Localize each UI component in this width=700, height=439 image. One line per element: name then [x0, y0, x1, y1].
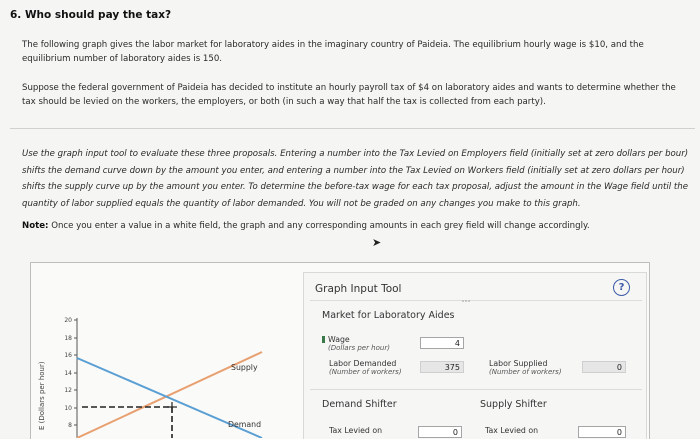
note-text: Once you enter a value in a white field, the graph and any corresponding amounts in each grey field will change accordingly.: [48, 221, 590, 231]
demand-shifter-title: Demand Shifter: [322, 399, 397, 410]
y-tick: 10: [64, 405, 72, 412]
instructions-paragraph: Use the graph input tool to evaluate these three proposals. Entering a number into the Tax Levied on Employers field (initially set at zero dollars per bour) shifts the demand curve down by the amount you enter, and entering a number into the Tax Levied on Workers field (initially set at zero dollars per hour) shifts the supply curve up by the amount you enter. To determine the before-tax wage for each tax proposal, adjust the amount in the Wage field until the quantity of labor supplied equals the quantity of labor demanded. You will not be graded on any changes you make to this graph.: [22, 149, 689, 209]
wage-marker-icon: [322, 336, 325, 343]
intro-paragraph: The following graph gives the labor market for laboratory aides in the imaginary country of Paideia. The equilibrium hourly wage is $10, and the equilibrium number of laboratory aides is 150.: [22, 40, 644, 64]
y-tick: 16: [64, 352, 72, 359]
demand-label: Demand: [228, 420, 262, 429]
tax-workers-input[interactable]: 0: [578, 426, 626, 438]
labor-demanded-label: Labor Demanded (Number of workers): [329, 359, 402, 376]
graph-input-tool: [303, 272, 647, 439]
wage-unit: (Dollars per hour): [328, 344, 390, 352]
labor-supplied-label: Labor Supplied (Number of workers): [489, 359, 562, 376]
equilibrium-point-icon: [167, 402, 177, 412]
labor-demanded-unit: (Number of workers): [329, 368, 402, 376]
supply-label: Supply: [231, 363, 258, 372]
market-title: Market for Laboratory Aides: [322, 310, 455, 321]
tax-employers-input[interactable]: 0: [418, 426, 462, 438]
y-tick: 14: [64, 370, 72, 377]
tax-workers-label: Tax Levied on: [485, 426, 539, 435]
y-tick: 18: [64, 335, 72, 342]
section-divider: [310, 389, 642, 390]
resize-handle-icon[interactable]: [461, 299, 471, 303]
labor-supplied-unit: (Number of workers): [489, 368, 562, 376]
mouse-cursor-icon: ➤: [372, 236, 382, 249]
wage-input[interactable]: 4: [420, 337, 464, 349]
y-tick: 12: [64, 387, 72, 394]
help-icon[interactable]: ?: [613, 279, 630, 296]
labor-supplied-value: 0: [582, 361, 626, 373]
labor-demanded-value: 375: [420, 361, 464, 373]
y-tick: 8: [68, 422, 72, 429]
question-title: 6. Who should pay the tax?: [10, 9, 172, 21]
proposal-paragraph: Suppose the federal government of Paideia has decided to institute an hourly payroll tax of $4 on laboratory aides and wants to determine whether the tax should be levied on the workers, the employers, or both (in such a way that half the tax is collected from each party).: [22, 83, 676, 107]
supply-shifter-title: Supply Shifter: [480, 399, 547, 410]
tax-employers-label: Tax Levied on: [329, 426, 383, 435]
tool-title: Graph Input Tool: [315, 283, 402, 295]
y-tick: 20: [64, 317, 72, 324]
y-axis-label: E (Dollars per hour): [38, 361, 46, 430]
note-label: Note:: [22, 221, 49, 231]
wage-label: Wage (Dollars per hour): [322, 336, 390, 352]
section-divider: [310, 300, 642, 301]
